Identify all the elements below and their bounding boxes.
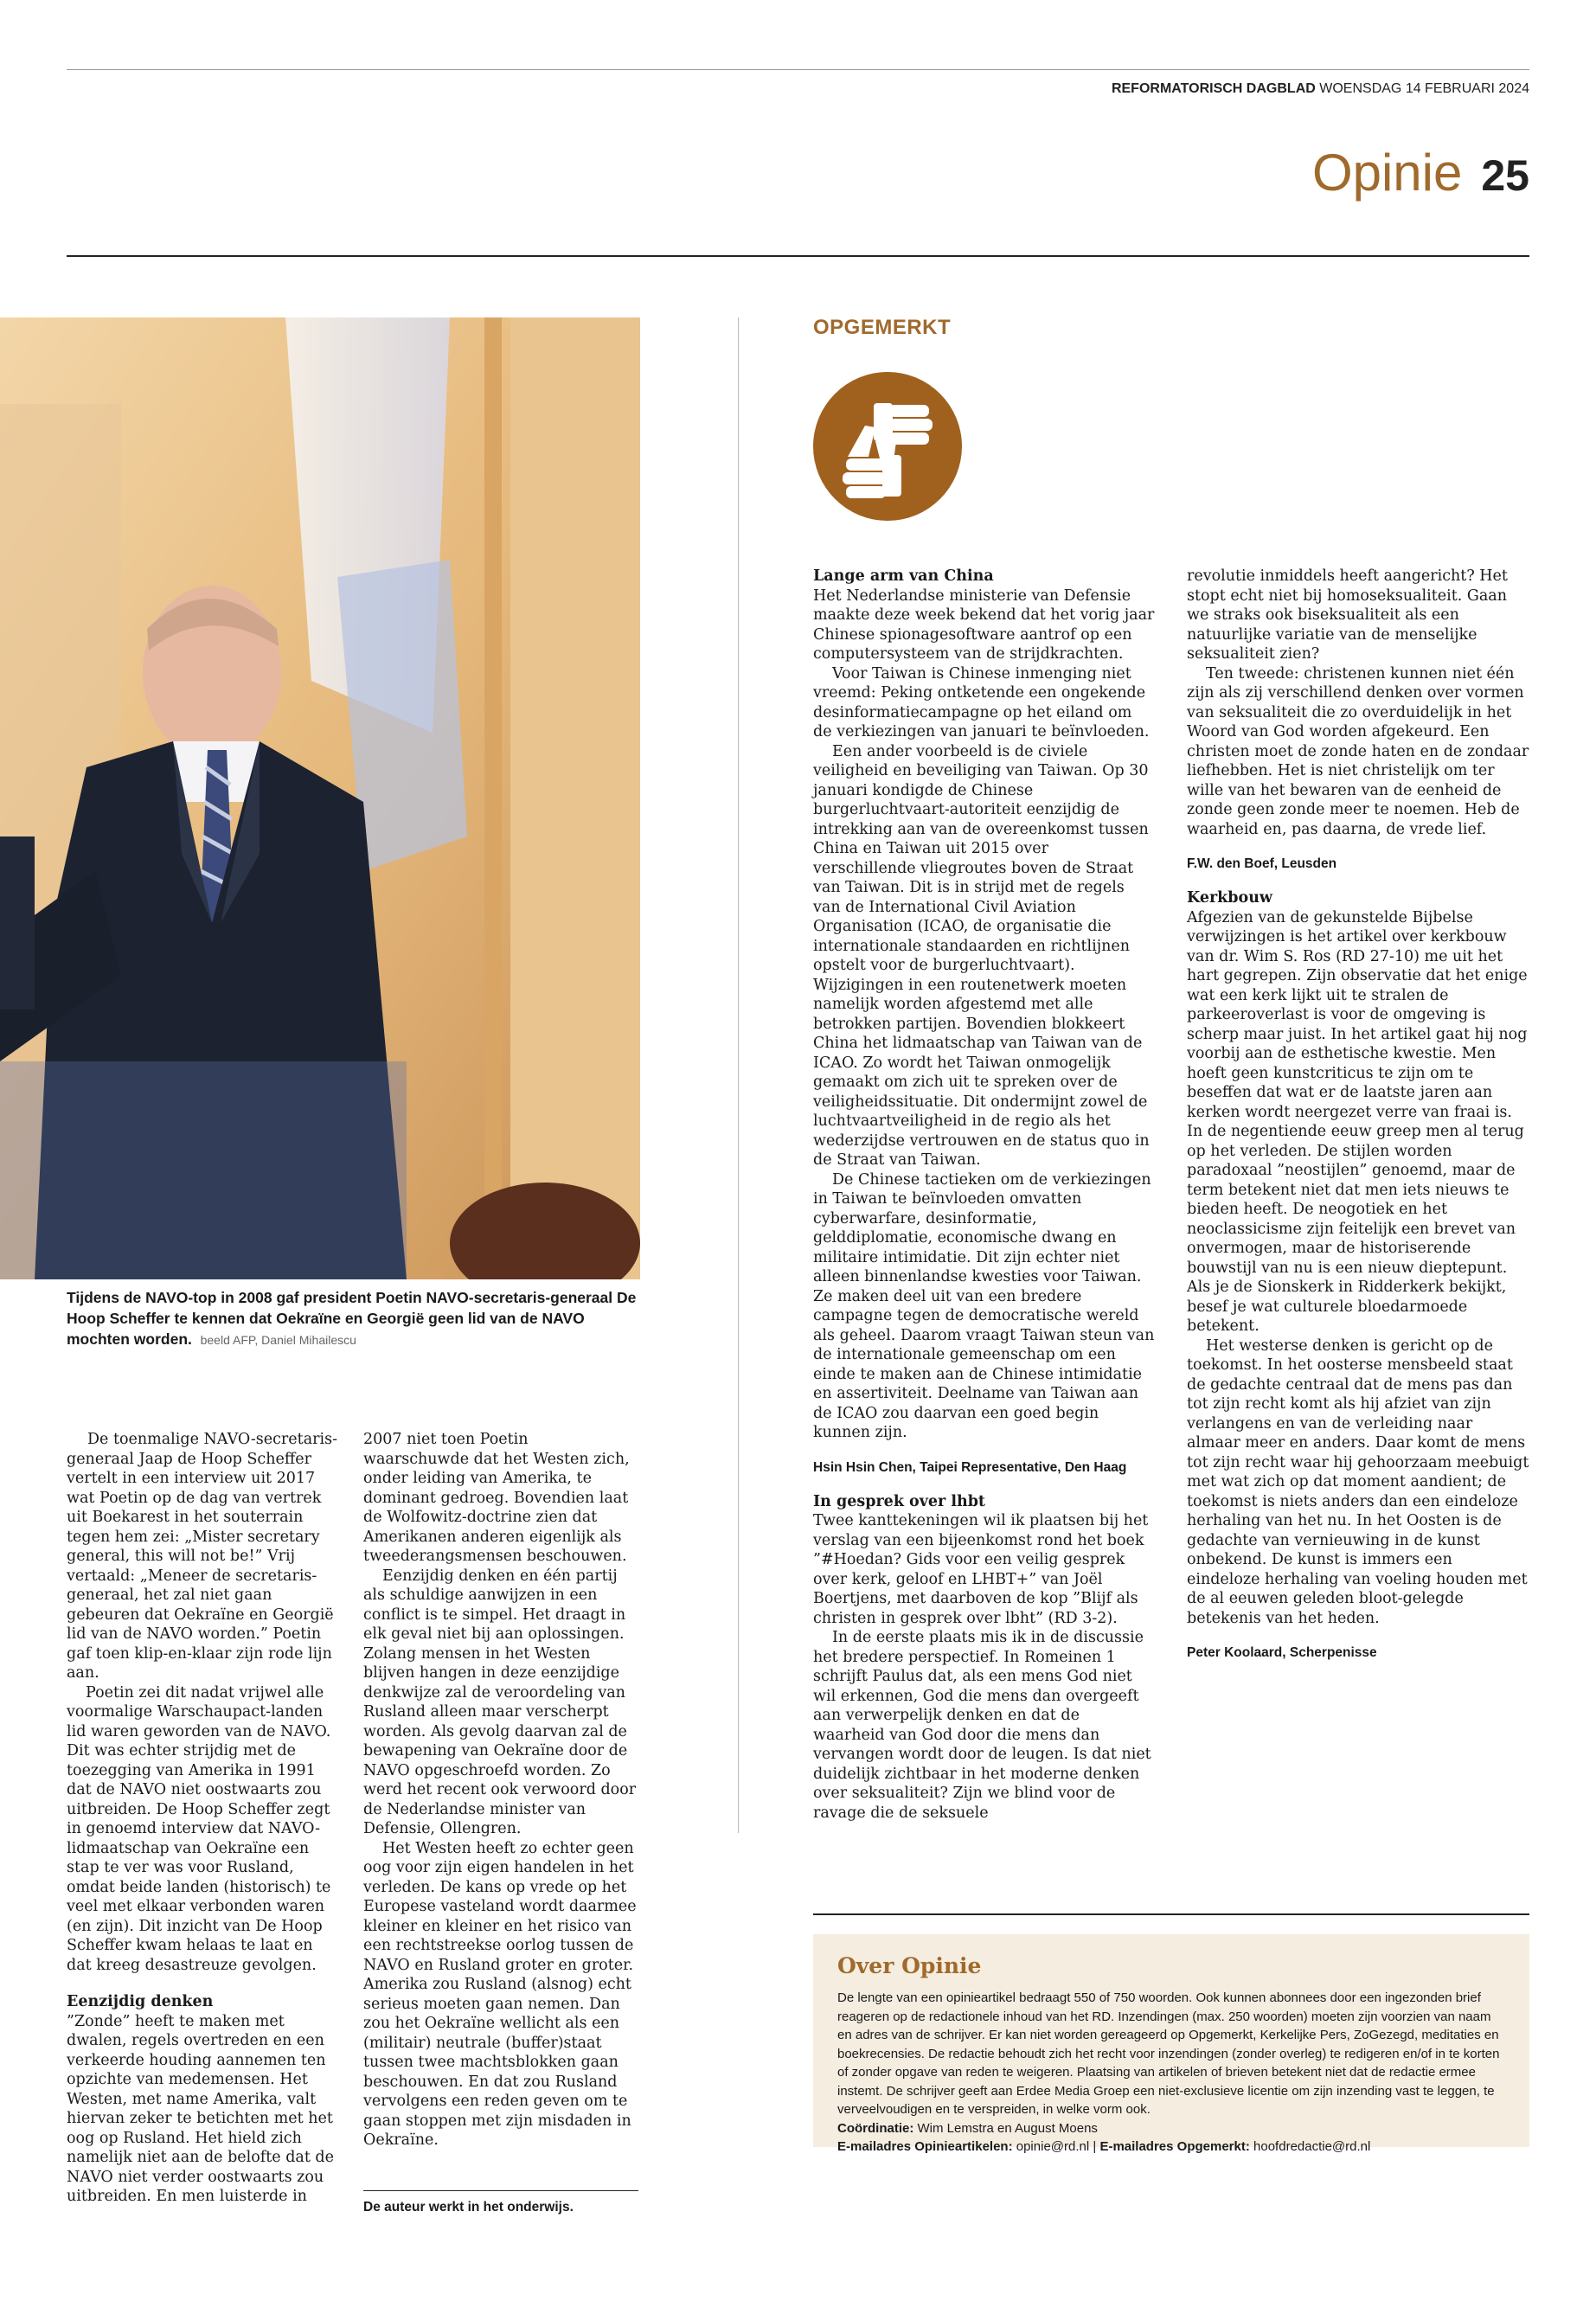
opgemerkt-column-2 — [1187, 567, 1529, 1677]
photo-caption — [67, 1287, 638, 1350]
opgemerkt-column-1 — [813, 567, 1155, 1823]
spacer — [67, 1975, 341, 1992]
paragraph: De Chinese tactieken om de verkiezingen in Taiwan te beïnvloeden omvatten cyberwarfare, desinformatie, gelddiplomatie, economische dwang en militaire intimidatie. Dit zijn echter niet alleen binnenlandse kwesties voor Taiwan. Ze maken deel uit van een bredere campagne tegen de democratische wereld als geheel. Daarom vraagt Taiwan steun van de internationale gemeenschap om een einde te maken aan de Chinese intimidatie en assertiviteit. Deelname van Taiwan aan de ICAO zou daarvan een goed begin kunnen zijn. — [813, 1170, 1155, 1441]
photo-credit: beeld AFP, Daniel Mihailescu — [200, 1333, 356, 1347]
paragraph: 2007 niet toen Poetin waarschuwde dat het Westen zich, onder leiding van Amerika, te dominant gedroeg. Bovendien laat de Wolfowitz-doctrine zien dat Amerikanen anderen eigenlijk als tweederangsmensen beschouwen. — [363, 1431, 630, 1565]
over-opinie-box — [813, 1934, 1529, 2154]
paragraph: revolutie inmiddels heeft aangericht? Het stopt echt niet bij homoseksualiteit. Gaan we straks ook biseksualiteit als een natuurlijke variatie van de menselijke seksualiteit zien? — [1187, 567, 1508, 663]
page-number: 25 — [1481, 151, 1529, 200]
author-note: De auteur werkt in het onderwijs. — [363, 2190, 638, 2215]
letter-signature: Peter Koolaard, Scherpenisse — [1187, 1645, 1377, 1660]
letter-signature: F.W. den Boef, Leusden — [1187, 856, 1337, 871]
box-body: De lengte van een opinieartikel bedraagt 550 of 750 woorden. Ook kunnen abonnees door een ingezonden brief reageren op de redactionele inhoud van het RD. Inzendingen (max. 250 woorden) moeten zijn voorzien van naam en adres van de schrijver. Er kan niet worden gereageerd op Opgemerkt, Kerkelijke Pers, ZoGezegd, meditaties en boekrecensies. De redactie behoudt zich het recht voor inzendingen (zonder overleg) te redigeren en/of in te korten of zonder opgave van reden te weigeren. Plaatsing van artikelen of brieven betekent niet dat de redactie ermee instemt. De schrijver geeft aan Erdee Media Groep een niet-exclusieve licentie om zijn inzending vast te leggen, te verveelvoudigen en te verspreiden, in welke vorm ook. — [837, 1990, 1500, 2117]
paragraph: Voor Taiwan is Chinese inmenging niet vreemd: Peking ontketende een ongekende desinformatiecampagne op het eiland om de verkiezingen van januari te beïnvloeden. — [813, 664, 1150, 740]
masthead — [1112, 81, 1529, 97]
coordination-label: Coördinatie: — [837, 2120, 914, 2136]
column-divider — [738, 317, 739, 1833]
paper-name: REFORMATORISCH DAGBLAD — [1111, 81, 1316, 96]
article-photo — [0, 317, 640, 1279]
letter-title: Kerkbouw — [1187, 889, 1273, 907]
paragraph: Een ander voorbeeld is de civiele veiligheid en beveiliging van Taiwan. Op 30 januari kondigde de Chinese burgerluchtvaart-autoriteit eenzijdig de intrekking aan van de overeenkomst tussen China en Taiwan uit 2015 over verschillende vliegroutes boven de Straat van Taiwan. Dit is in strijd met de regels van de International Civil Aviation Organisation (ICAO, de organisatie die internationale standaarden en richtlijnen opstelt voor de burgerluchtvaart). Wijzigingen in een routenetwerk moeten namelijk worden afgestemd met alle betrokken partijen. Bovendien blokkeert China het lidmaatschap van Taiwan van de ICAO. Zo wordt het Taiwan onmogelijk gemaakt om zich uit te spreken over de veiligheidssituatie. Dit ondermijnt zowel de luchtvaartveiligheid in de regio als het wederzijdse vertrouwen en de status quo in de Straat van Taiwan. — [813, 742, 1150, 1169]
separator: | — [1093, 2139, 1097, 2154]
paragraph: Het westerse denken is gericht op de toekomst. In het oosterse mensbeeld staat de gedachte centraal dat de mens pas dan tot zijn recht komt als hij afziet van zijn verlangens en van de verleiding naar almaar meer en anders. Daar komt de mens tot zijn recht waar hij gehoorzaam meebuigt met wat zich op dat moment aandient; de toekomst is niets anders dan een eindeloze herhaling van het nu. In het Oosten is de gedachte van vernieuwing in de kunst onbekend. De kunst is immers een eindeloze herhaling van voeling houden met de al eeuwen geleden bloot-gelegde betekenis van het heden. — [1187, 1336, 1529, 1627]
opgemerkt-label: OPGEMERKT — [813, 316, 952, 339]
paragraph: Poetin zei dit nadat vrijwel alle voormalige Warschaupact-landen lid waren geworden van de NAVO. Dit was echter strijdig met de toezegging van Amerika in 1991 dat de NAVO niet oostwaarts zou uitbreiden. De Hoop Scheffer zegt in genoemd interview dat NAVO-lidmaatschap van Oekraïne een stap te ver was voor Rusland, omdat beide landen (historisch) te veel met elkaar verbonden waren (en zijn). Dit inzicht van De Hoop Scheffer kwam helaas te laat en dat kreeg desastreuze gevolgen. — [67, 1683, 331, 1974]
email-line — [837, 2138, 1505, 2157]
header-rule — [67, 255, 1529, 257]
paragraph: In de eerste plaats mis ik in de discussie het bredere perspectief. In Romeinen 1 schrijft Paulus dat, als een mens God niet wil erkennen, God die mens dan overgeeft aan verwerpelijk denken en dat de waarheid van God door die mens dan vervangen wordt door de leugen. Is dat niet duidelijk zichtbaar in het moderne denken over seksualiteit? Zijn we blind voor de ravage die de seksuele — [813, 1629, 1151, 1822]
coordination-value: Wim Lemstra en August Moens — [917, 2120, 1098, 2136]
subheading: Eenzijdig denken — [67, 1993, 214, 2010]
box-title: Over Opinie — [837, 1953, 982, 1978]
email-label: E-mailadres Opinieartikelen: — [837, 2139, 1013, 2154]
paragraph: Het Westen heeft zo echter geen oog voor zijn eigen handelen in het verleden. De kans op vrede op het Europese vasteland wordt daarmee kleiner en kleiner en het risico van een rechtstreekse oorlog tussen de NAVO en Rusland groter en groter. Amerika zou Rusland (alsnog) echt serieus moeten gaan nemen. Dan zou het Oekraïne wellicht als een (militair) neutrale (buffer)staat tussen twee machtsblokken gaan beschouwen. En dat zou Rusland vervolgens een reden geven om te gaan stoppen met zijn misdaden in Oekraïne. — [363, 1839, 637, 2149]
email-link[interactable]: opinie@rd.nl — [1016, 2139, 1090, 2154]
issue-date: WOENSDAG 14 FEBRUARI 2024 — [1319, 81, 1529, 96]
letter-signature: Hsin Hsin Chen, Taipei Representative, Den Haag — [813, 1459, 1127, 1475]
thumbs-up-down-icon — [813, 372, 962, 521]
letter-title: Lange arm van China — [813, 567, 994, 585]
paragraph: ”Zonde” heeft te maken met dwalen, regels overtreden en een verkeerde houding aannemen ten opzichte van medemensen. Het Westen, met name Amerika, valt hiervan zeker te betichten met het oog op Rusland. Het hield zich namelijk niet aan de belofte dat de NAVO niet verder oostwaarts zou uitbreiden. En men luisterde in — [67, 2012, 334, 2205]
box-rule — [813, 1913, 1529, 1915]
section-name: Opinie — [1311, 144, 1463, 202]
paragraph: Ten tweede: christenen kunnen niet één zijn als zij verschillend denken over vormen van seksualiteit die zo overduidelijk in het Woord van God worden afgekeurd. Een christen moet de zonde haten en de zondaar liefhebben. Het is niet christelijk om ter wille van het bewaren van de eenheid de zonde geen zonde meer te noemen. Heb de waarheid en, pas daarna, de vrede lief. — [1187, 664, 1529, 838]
article-column-1 — [67, 1430, 341, 2207]
paragraph: Het Nederlandse ministerie van Defensie maakte deze week bekend dat het vorig jaar Chinese spionagesoftware aantrof op een computersysteem van de strijdkrachten. — [813, 586, 1155, 663]
paragraph: Twee kanttekeningen wil ik plaatsen bij het verslag van een bijeenkomst rond het boek ”#Hoedan? Gids voor een veilig gesprek over kerk, geloof en LHBT+” van Joël Boertjens, met daarboven de kop ”Blijf als christen in gesprek over lbht” (RD 3-2). — [813, 1512, 1149, 1627]
paragraph: Eenzijdig denken en één partij als schuldige aanwijzen in een conflict is te simpel. Het draagt in elk geval niet bij aan oplossingen. Zolang mensen in het Westen blijven hangen in deze eenzijdige denkwijze zal de veroordeling van Rusland alleen maar verscherpt worden. Als gevolg daarvan zal de bewapening van Oekraïne door de NAVO opgeschroefd worden. Zo werd het recent ook verwoord door de Nederlandse minister van Defensie, Ollengren. — [363, 1567, 637, 1837]
paragraph: De toenmalige NAVO-secretaris-generaal Jaap de Hoop Scheffer vertelt in een interview uit 2017 wat Poetin op de dag van vertrek uit Boekarest in het souterrain tegen hem zei: „Mister secretary general, this will not be!” Vrij vertaald: „Meneer de secretaris-generaal, het zal niet gaan gebeuren dat Oekraïne en Georgië lid van de NAVO worden.” Poetin gaf toen klip-en-klaar zijn rode lijn aan. — [67, 1431, 337, 1682]
coordination-line — [837, 2119, 1505, 2138]
letter-title: In gesprek over lhbt — [813, 1492, 986, 1510]
article-column-2 — [363, 1430, 638, 2150]
section-header — [1312, 143, 1529, 202]
email-label: E-mailadres Opgemerkt: — [1099, 2139, 1250, 2154]
top-rule — [67, 69, 1529, 70]
caption-text: Tijdens de NAVO-top in 2008 gaf president Poetin NAVO-secretaris-generaal De Hoop Scheffer te kennen dat Oekraïne en Georgië geen lid van de NAVO mochten worden. — [67, 1289, 637, 1348]
email-link[interactable]: hoofdredactie@rd.nl — [1253, 2139, 1371, 2154]
paragraph: Afgezien van de gekunstelde Bijbelse verwijzingen is het artikel over kerkbouw van dr. Wim S. Ros (RD 27-10) me uit het hart gegrepen. Zijn observatie dat het enige wat een kerk lijkt uit te stralen de parkeeroverlast is voor de omgeving is scherp maar juist. In het artikel gaat hij nog voorbij aan de esthetische kwestie. Men hoeft geen kunstcriticus te zijn om te beseffen dat wat er de laatste jaren aan kerken wordt neergezet verre van fraai is. In de negentiende eeuw greep men al terug op het verleden. De stijlen worden paradoxaal ”neostijlen” genoemd, maar de term betekent niet dat men iets nieuws te bieden heeft. De neogotiek en het neoclassicisme zijn feitelijk een brevet van onvermogen, maar de historiserende bouwstijl van nu is een nieuw dieptepunt. Als je de Sionskerk in Ridderkerk bekijkt, besef je wat culturele bloedarmoede betekent. — [1187, 908, 1528, 1335]
